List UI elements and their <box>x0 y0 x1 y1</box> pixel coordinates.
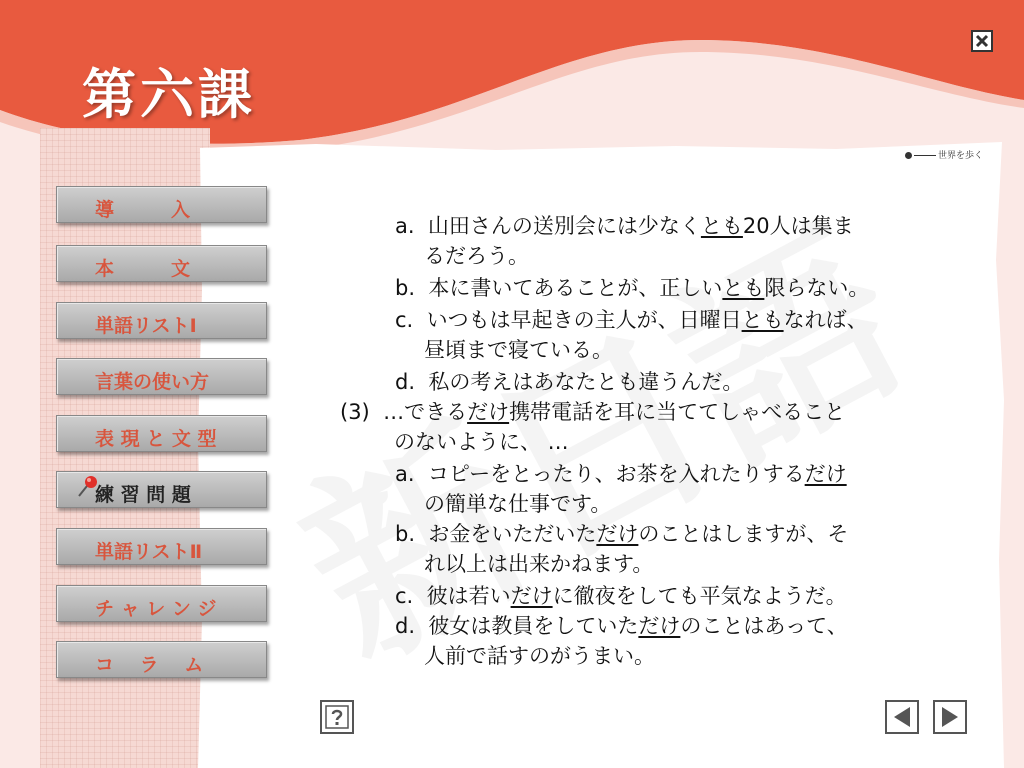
example-line: a. コピーをとったり、お茶を入れたりするだけ <box>395 462 847 486</box>
dot-icon <box>905 152 912 159</box>
nav-item-label: 表 現 と 文 型 <box>95 428 217 450</box>
close-x-icon <box>975 34 989 48</box>
example-line: c. 彼は若いだけに徹夜をしても平気なようだ。 <box>395 584 847 608</box>
example-line: 昼頃まで寝ている。 <box>424 338 613 362</box>
nav-item-label: 導 入 <box>95 199 191 221</box>
nav-item-vocab-2[interactable] <box>56 528 267 565</box>
nav-item-label: 単語リストⅡ <box>95 541 203 563</box>
example-line: b. 本に書いてあることが、正しいとも限らない。 <box>395 276 870 300</box>
example-line: 人前で話すのがうまい。 <box>424 644 655 668</box>
nav-item-vocab-1[interactable] <box>56 302 267 339</box>
example-line: a. 山田さんの送別会には少なくとも20人は集ま <box>395 214 854 238</box>
nav-item-label: コ ラ ム <box>95 654 204 676</box>
nav-item-label: 単語リストⅠ <box>95 315 197 337</box>
close-button[interactable] <box>971 30 993 52</box>
arrow-left-icon <box>890 705 914 729</box>
brand-mark <box>905 148 983 161</box>
nav-item-main-text[interactable] <box>56 245 267 282</box>
example-line: (3) …できるだけ携帯電話を耳に当ててしゃべること <box>340 400 846 424</box>
nav-item-introduction[interactable] <box>56 186 267 223</box>
example-line: のないように、 … <box>394 430 569 454</box>
example-line: るだろう。 <box>424 244 529 268</box>
nav-item-label: 本 文 <box>95 258 191 280</box>
previous-page-button[interactable] <box>885 700 919 734</box>
example-line: れ以上は出来かねます。 <box>424 552 654 576</box>
example-line: d. 私の考えはあなたとも違うんだ。 <box>395 370 744 394</box>
nav-item-exercises[interactable] <box>56 471 267 508</box>
nav-item-column[interactable] <box>56 641 267 678</box>
example-line: b. お金をいただいただけのことはしますが、そ <box>395 522 849 546</box>
help-button[interactable] <box>320 700 354 734</box>
arrow-right-icon <box>938 705 962 729</box>
next-page-button[interactable] <box>933 700 967 734</box>
page-title: 第六課 <box>82 63 256 126</box>
nav-item-word-usage[interactable] <box>56 358 267 395</box>
nav-item-challenge[interactable] <box>56 585 267 622</box>
example-line: の簡単な仕事です。 <box>424 492 612 516</box>
brand-text: 世界を歩く <box>938 151 984 161</box>
nav-item-label: 言葉の使い方 <box>95 371 210 393</box>
help-question-icon <box>324 704 350 730</box>
example-line: d. 彼女は教員をしていただけのことはあって、 <box>395 614 848 638</box>
example-line: c. いつもは早起きの主人が、日曜日ともなれば、 <box>395 308 868 332</box>
nav-item-label: 練 習 問 題 <box>95 484 191 506</box>
nav-item-label: チ ャ レ ン ジ <box>95 598 217 620</box>
nav-item-expressions[interactable] <box>56 415 267 452</box>
